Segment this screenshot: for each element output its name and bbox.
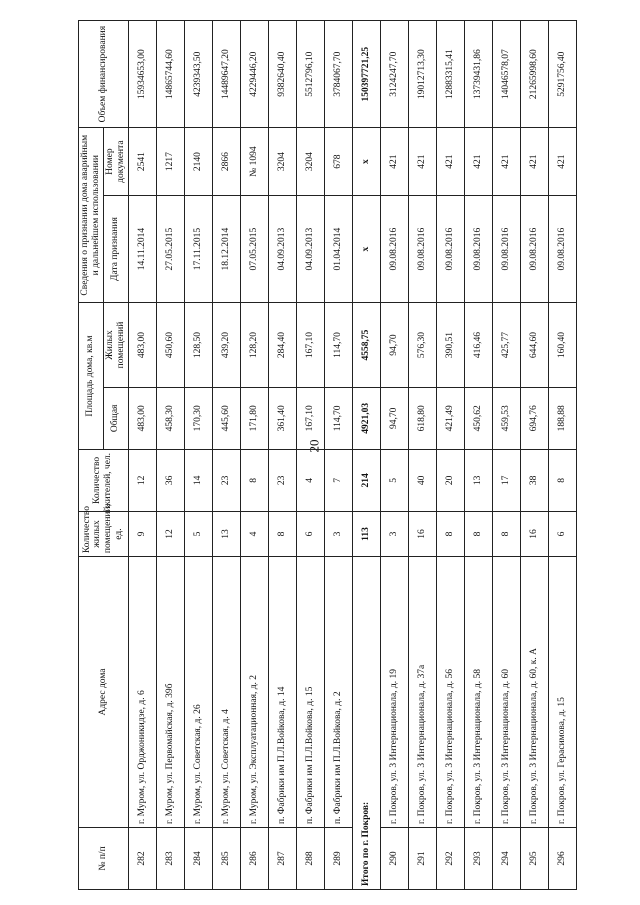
cell-num: 289: [324, 827, 352, 889]
cell-residents: 23: [212, 449, 240, 511]
cell-funding: 5512796,10: [296, 21, 324, 128]
cell-total: 450,62: [464, 387, 492, 449]
cell-num: 284: [184, 827, 212, 889]
cell-rooms: 3: [380, 511, 408, 556]
cell-residents: 7: [324, 449, 352, 511]
cell-num: 296: [548, 827, 576, 889]
table-row: [492, 21, 520, 890]
cell-residents: 14: [184, 449, 212, 511]
cell-num: 288: [296, 827, 324, 889]
cell-doc: 3204: [268, 128, 296, 196]
cell-doc: № 1094: [240, 128, 268, 196]
header-residents: Количество жителей, чел.: [79, 449, 129, 511]
cell-date: 09.08.2016: [380, 195, 408, 302]
header-rec-date: Дата признания: [103, 195, 128, 302]
table-row: [212, 21, 240, 890]
cell-rooms: 4: [240, 511, 268, 556]
cell-rooms: 12: [156, 511, 184, 556]
cell-funding: 13739431,86: [464, 21, 492, 128]
cell-date: 04.09.2013: [268, 195, 296, 302]
table-row: [380, 21, 408, 890]
cell-funding: 14489647,20: [212, 21, 240, 128]
cell-total: 114,70: [324, 387, 352, 449]
table-row: [184, 21, 212, 890]
cell-rooms: 3: [324, 511, 352, 556]
header-address: Адрес дома: [79, 557, 129, 828]
cell-living: 483,00: [128, 303, 156, 388]
cell-date: 14.11.2014: [128, 195, 156, 302]
cell-num: 290: [380, 827, 408, 889]
cell-rooms: 6: [296, 511, 324, 556]
cell-num: 295: [520, 827, 548, 889]
cell-living: 114,70: [324, 303, 352, 388]
cell-rooms: 113: [352, 511, 380, 556]
header-area-total: Общая: [103, 387, 128, 449]
header-area-living: Жилых помещений: [103, 303, 128, 388]
cell-address: г. Покров, ул. Герасимова, д. 15: [548, 557, 576, 828]
cell-address: Итого по г. Покров:: [352, 557, 380, 890]
cell-date: 04.09.2013: [296, 195, 324, 302]
cell-total: 421,49: [436, 387, 464, 449]
cell-address: п. Фабрики им П.Л.Войкова, д. 2: [324, 557, 352, 828]
cell-residents: 5: [380, 449, 408, 511]
cell-funding: 4229446,20: [240, 21, 268, 128]
cell-num: 282: [128, 827, 156, 889]
cell-funding: 12883315,41: [436, 21, 464, 128]
cell-residents: 36: [156, 449, 184, 511]
table-row: [520, 21, 548, 890]
cell-residents: 13: [464, 449, 492, 511]
cell-total: 188,88: [548, 387, 576, 449]
cell-funding: 9382640,40: [268, 21, 296, 128]
cell-living: 644,60: [520, 303, 548, 388]
cell-address: п. Фабрики им П.Л.Войкова, д. 14: [268, 557, 296, 828]
cell-rooms: 6: [548, 511, 576, 556]
cell-date: x: [352, 195, 380, 302]
table-row: [408, 21, 436, 890]
cell-rooms: 8: [268, 511, 296, 556]
cell-doc: 2866: [212, 128, 240, 196]
cell-doc: 421: [548, 128, 576, 196]
cell-total: 170,30: [184, 387, 212, 449]
cell-total: 94,70: [380, 387, 408, 449]
table-body: [128, 21, 576, 890]
header-rooms: Количество жилых помещений, ед.: [79, 511, 129, 556]
cell-rooms: 13: [212, 511, 240, 556]
cell-address: г. Муром, ул. Эксплуатационная, д. 2: [240, 557, 268, 828]
cell-funding: 15934653,00: [128, 21, 156, 128]
cell-address: г. Муром, ул. Советская, д. 4: [212, 557, 240, 828]
cell-funding: 21265998,60: [520, 21, 548, 128]
cell-address: г. Муром, ул. Советская, д. 26: [184, 557, 212, 828]
cell-living: 160,40: [548, 303, 576, 388]
cell-residents: 40: [408, 449, 436, 511]
cell-rooms: 5: [184, 511, 212, 556]
header-num: № п/п: [79, 827, 129, 889]
cell-residents: 8: [548, 449, 576, 511]
cell-funding: 14046578,07: [492, 21, 520, 128]
header-rec-doc: Номер документа: [103, 128, 128, 196]
cell-living: 167,10: [296, 303, 324, 388]
cell-total: 4921,03: [352, 387, 380, 449]
cell-doc: 1217: [156, 128, 184, 196]
cell-date: 09.08.2016: [548, 195, 576, 302]
table-row: [548, 21, 576, 890]
cell-funding: 5291756,40: [548, 21, 576, 128]
cell-total: 167,10: [296, 387, 324, 449]
cell-rooms: 8: [436, 511, 464, 556]
cell-address: г. Муром, ул. Первомайская, д. 39б: [156, 557, 184, 828]
cell-date: 27.05.2015: [156, 195, 184, 302]
cell-doc: 421: [408, 128, 436, 196]
cell-residents: 4: [296, 449, 324, 511]
table-row: [156, 21, 184, 890]
cell-date: 17.11.2015: [184, 195, 212, 302]
cell-address: г. Покров, ул. 3 Интернационала, д. 56: [436, 557, 464, 828]
table-row: [464, 21, 492, 890]
table-row: [296, 21, 324, 890]
cell-address: г. Покров, ул. 3 Интернационала, д. 60: [492, 557, 520, 828]
cell-total: 361,40: [268, 387, 296, 449]
cell-residents: 17: [492, 449, 520, 511]
cell-date: 01.04.2014: [324, 195, 352, 302]
cell-num: 283: [156, 827, 184, 889]
cell-address: г. Покров, ул. 3 Интернационала, д. 37а: [408, 557, 436, 828]
cell-num: 292: [436, 827, 464, 889]
cell-living: 284,40: [268, 303, 296, 388]
rotated-table-sheet: [78, 20, 638, 890]
cell-num: 291: [408, 827, 436, 889]
cell-residents: 214: [352, 449, 380, 511]
cell-address: г. Муром, ул. Орджоникидзе, д. 6: [128, 557, 156, 828]
cell-funding: 3784067,70: [324, 21, 352, 128]
cell-date: 18.12.2014: [212, 195, 240, 302]
cell-living: 128,50: [184, 303, 212, 388]
cell-doc: 2140: [184, 128, 212, 196]
cell-rooms: 16: [408, 511, 436, 556]
cell-rooms: 8: [464, 511, 492, 556]
cell-total: 445,60: [212, 387, 240, 449]
cell-date: 09.08.2016: [408, 195, 436, 302]
cell-living: 576,30: [408, 303, 436, 388]
cell-date: 09.08.2016: [520, 195, 548, 302]
cell-living: 425,77: [492, 303, 520, 388]
cell-date: 09.08.2016: [492, 195, 520, 302]
cell-residents: 12: [128, 449, 156, 511]
table-row: [128, 21, 156, 890]
header-area: Площадь дома, кв.м: [79, 303, 104, 450]
subtotal-row: [352, 21, 380, 890]
cell-residents: 20: [436, 449, 464, 511]
table-row: [324, 21, 352, 890]
cell-doc: 421: [520, 128, 548, 196]
cell-date: 07.05.2015: [240, 195, 268, 302]
cell-residents: 8: [240, 449, 268, 511]
cell-address: п. Фабрики им П.Л.Войкова, д. 15: [296, 557, 324, 828]
cell-total: 618,80: [408, 387, 436, 449]
cell-doc: x: [352, 128, 380, 196]
cell-living: 416,46: [464, 303, 492, 388]
cell-funding: 4239343,50: [184, 21, 212, 128]
cell-living: 390,51: [436, 303, 464, 388]
cell-living: 450,60: [156, 303, 184, 388]
header-recognition: Сведения о признании дома аварийным и дальнейшем использовании: [79, 128, 104, 303]
cell-num: 286: [240, 827, 268, 889]
header-funding: Объем финансирования: [79, 21, 129, 128]
cell-address: г. Покров, ул. 3 Интернационала, д. 19: [380, 557, 408, 828]
cell-address: г. Покров, ул. 3 Интернационала, д. 60, к. А: [520, 557, 548, 828]
page-number: 20: [306, 439, 322, 453]
cell-doc: 421: [436, 128, 464, 196]
cell-living: 4558,75: [352, 303, 380, 388]
cell-total: 483,00: [128, 387, 156, 449]
cell-residents: 38: [520, 449, 548, 511]
cell-date: 09.08.2016: [464, 195, 492, 302]
cell-doc: 421: [380, 128, 408, 196]
cell-total: 171,80: [240, 387, 268, 449]
cell-doc: 678: [324, 128, 352, 196]
cell-living: 128,20: [240, 303, 268, 388]
cell-funding: 150397721,25: [352, 21, 380, 128]
cell-doc: 3204: [296, 128, 324, 196]
cell-funding: 14865744,60: [156, 21, 184, 128]
table-row: [436, 21, 464, 890]
cell-doc: 421: [492, 128, 520, 196]
cell-doc: 2541: [128, 128, 156, 196]
cell-total: 694,76: [520, 387, 548, 449]
cell-living: 94,70: [380, 303, 408, 388]
cell-total: 458,30: [156, 387, 184, 449]
cell-rooms: 8: [492, 511, 520, 556]
cell-funding: 3124247,70: [380, 21, 408, 128]
cell-living: 439,20: [212, 303, 240, 388]
housing-table: [78, 20, 577, 890]
cell-rooms: 9: [128, 511, 156, 556]
table-row: [268, 21, 296, 890]
cell-num: 294: [492, 827, 520, 889]
cell-address: г. Покров, ул. 3 Интернационала, д. 58: [464, 557, 492, 828]
table-row: [240, 21, 268, 890]
cell-rooms: 16: [520, 511, 548, 556]
cell-date: 09.08.2016: [436, 195, 464, 302]
cell-doc: 421: [464, 128, 492, 196]
cell-num: 293: [464, 827, 492, 889]
cell-num: 287: [268, 827, 296, 889]
cell-total: 459,53: [492, 387, 520, 449]
cell-num: 285: [212, 827, 240, 889]
cell-funding: 19012713,30: [408, 21, 436, 128]
cell-residents: 23: [268, 449, 296, 511]
